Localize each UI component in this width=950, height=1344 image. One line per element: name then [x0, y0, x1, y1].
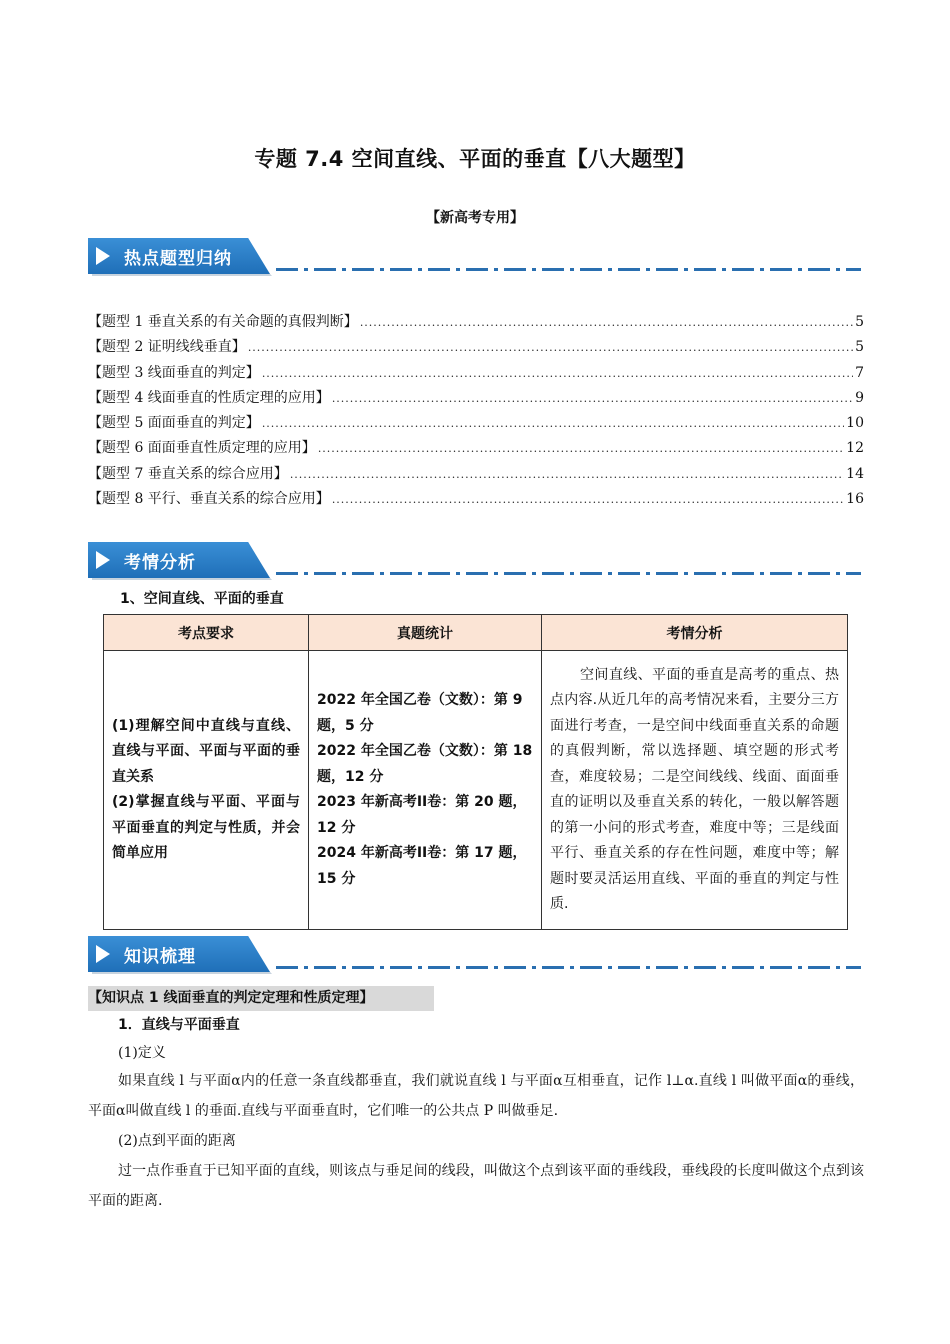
toc-item-title: 【题型 5 面面垂直的判定】 — [88, 415, 260, 432]
table-row — [104, 651, 848, 930]
toc-item[interactable] — [88, 335, 864, 360]
banner-hot-topics — [88, 238, 868, 278]
table-header-row — [104, 615, 848, 651]
dashed-divider — [276, 966, 861, 969]
toc-item[interactable] — [88, 411, 864, 436]
toc-item-page: 10 — [846, 415, 864, 432]
stat-item: 2024 年新高考II卷：第 17 题，15 分 — [317, 845, 527, 887]
toc-item-page: 9 — [855, 389, 864, 406]
banner-knowledge — [88, 936, 868, 976]
banner-exam-analysis — [88, 542, 868, 582]
toc-leader — [290, 462, 844, 487]
requirement-item: (1)理解空间中直线与直线、直线与平面、平面与平面的垂直关系 — [112, 717, 300, 785]
toc-leader — [318, 436, 844, 461]
banner-label: 知识梳理 — [124, 947, 196, 967]
toc-leader — [248, 335, 853, 360]
column-header: 考情分析 — [542, 615, 848, 651]
requirements-cell — [104, 651, 309, 930]
toc-item[interactable] — [88, 361, 864, 386]
play-arrow-icon — [96, 945, 110, 963]
toc-leader — [332, 487, 844, 512]
toc-item-title: 【题型 3 线面垂直的判定】 — [88, 364, 260, 381]
toc-item-title: 【题型 7 垂直关系的综合应用】 — [88, 465, 288, 482]
stat-item: 2022 年全国乙卷（文数）：第 9 题，5 分 — [317, 692, 523, 734]
stat-item: 2022 年全国乙卷（文数）：第 18 题，12 分 — [317, 743, 533, 785]
toc-item-title: 【题型 6 面面垂直性质定理的应用】 — [88, 440, 316, 457]
column-header: 考点要求 — [104, 615, 309, 651]
toc-item[interactable] — [88, 436, 864, 461]
toc-item[interactable] — [88, 310, 864, 335]
banner-label: 考情分析 — [124, 553, 196, 573]
toc-item-page: 14 — [846, 465, 864, 482]
distance-label: (2)点到平面的距离 — [118, 1133, 236, 1149]
document-subtitle: 【新高考专用】 — [426, 210, 524, 226]
toc-item-page: 16 — [846, 491, 864, 508]
definition-text: 如果直线 l 与平面α内的任意一条直线都垂直，我们就说直线 l 与平面α互相垂直，记作 l⊥α.直线 l 叫做平面α的垂线，平面α叫做直线 l 的垂面.直线与平面垂直时，它们唯一的公共点 P 叫做垂足. — [88, 1073, 864, 1119]
toc-item-title: 【题型 4 线面垂直的性质定理的应用】 — [88, 389, 330, 406]
toc-item[interactable] — [88, 487, 864, 512]
definition-label: (1)定义 — [118, 1045, 166, 1061]
toc-item-title: 【题型 1 垂直关系的有关命题的真假判断】 — [88, 314, 358, 330]
requirement-item: (2)掌握直线与平面、平面与平面垂直的判定与性质，并会简单应用 — [112, 794, 300, 861]
distance-text: 过一点作垂直于已知平面的直线，则该点与垂足间的线段，叫做这个点到该平面的垂线段，垂线段的长度叫做这个点到该平面的距离. — [88, 1163, 864, 1209]
toc-leader — [262, 411, 844, 436]
toc-leader — [360, 310, 853, 335]
toc-item-page: 5 — [855, 339, 864, 356]
toc-item-title: 【题型 8 平行、垂直关系的综合应用】 — [88, 491, 330, 508]
toc-item-page: 7 — [855, 364, 864, 381]
stat-item: 2023 年新高考II卷：第 20 题，12 分 — [317, 794, 527, 836]
analysis-cell: 空间直线、平面的垂直是高考的重点、热点内容.从近几年的高考情况来看，主要分三方面进行考查，一是空间中线面垂直关系的命题的真假判断，常以选择题、填空题的形式考查，难度较易；二是空间线线、线面、面面垂直的证明以及垂直关系的转化，一般以解答题的第一小问的形式考查，难度中等；三是线面平行、垂直关系的存在性问题，难度中等；解题时要灵活运用直线、平面的垂直的判定与性质. — [542, 651, 848, 930]
banner-label: 热点题型归纳 — [124, 249, 232, 269]
section-heading: 1、空间直线、平面的垂直 — [120, 591, 284, 607]
play-arrow-icon — [96, 247, 110, 265]
table-of-contents — [88, 310, 864, 512]
column-header: 真题统计 — [309, 615, 542, 651]
dashed-divider — [276, 268, 861, 271]
knowledge-point-header: 【知识点 1 线面垂直的判定定理和性质定理】 — [88, 986, 434, 1011]
dashed-divider — [276, 572, 861, 575]
toc-item[interactable] — [88, 462, 864, 487]
play-arrow-icon — [96, 551, 110, 569]
subheading: 1．直线与平面垂直 — [118, 1017, 240, 1033]
toc-item[interactable] — [88, 386, 864, 411]
document-title: 专题 7.4 空间直线、平面的垂直【八大题型】 — [254, 147, 696, 171]
toc-item-page: 5 — [855, 314, 864, 330]
toc-leader — [332, 386, 853, 411]
toc-leader — [262, 361, 853, 386]
toc-item-title: 【题型 2 证明线线垂直】 — [88, 339, 246, 356]
exam-analysis-table — [103, 614, 848, 930]
stats-cell — [309, 651, 542, 930]
toc-item-page: 12 — [846, 440, 864, 457]
